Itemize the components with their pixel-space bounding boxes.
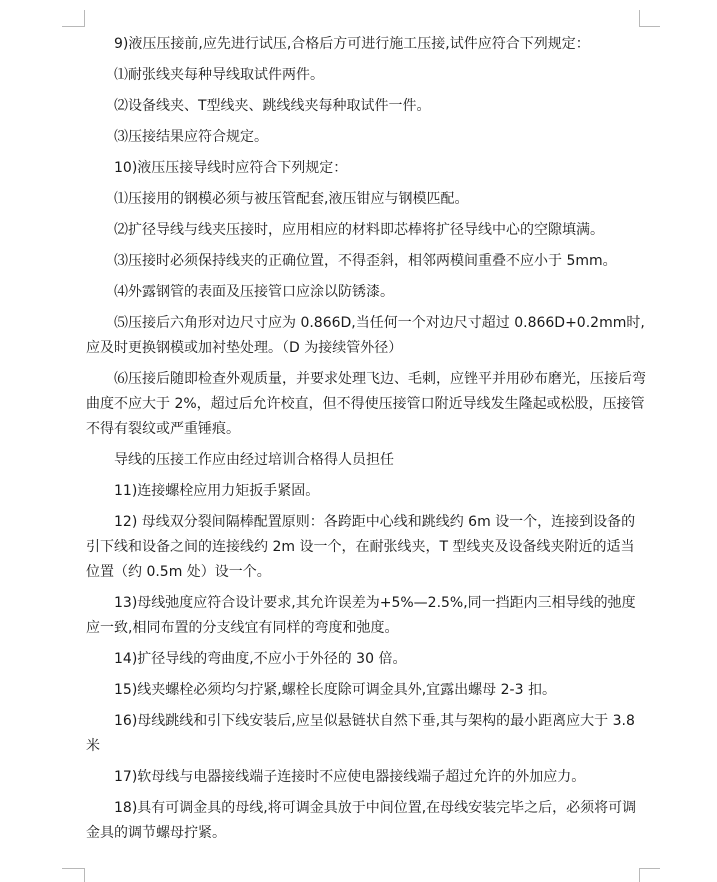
page-corner-bottom-left bbox=[62, 868, 85, 882]
paragraph-14: 14)扩径导线的弯曲度,不应小于外径的 30 倍。 bbox=[114, 651, 407, 667]
paragraph-12: 12) 母线双分裂间隔棒配置原则：各跨距中心线和跳线约 6m 设一个，连接到设备的引下线和设备之间的连接线约 2m 设一个，在耐张线夹，T 型线夹及设备线夹附近的适当位置（约 0.5m 处）设一个。 bbox=[86, 514, 636, 580]
paragraph-17: 17)软母线与电器接线端子连接时不应使电器接线端子超过允许的外加应力。 bbox=[114, 769, 586, 785]
paragraph-18: 18)具有可调金具的母线,将可调金具放于中间位置,在母线安装完毕之后，必须将可调金具的调节螺母拧紧。 bbox=[86, 800, 637, 841]
paragraph-10-3: ⑶压接时必须保持线夹的正确位置，不得歪斜，相邻两模间重叠不应小于 5mm。 bbox=[114, 253, 617, 269]
paragraph-10-4: ⑷外露钢管的表面及压接管口应涂以防锈漆。 bbox=[114, 284, 394, 300]
paragraph-10-2: ⑵扩径导线与线夹压接时，应用相应的材料即芯棒将扩径导线中心的空隙填满。 bbox=[114, 222, 604, 238]
paragraph-15: 15)线夹螺栓必须均匀拧紧,螺栓长度除可调金具外,宜露出螺母 2-3 扣。 bbox=[114, 682, 556, 698]
document-body bbox=[86, 32, 646, 852]
page-corner-top-left bbox=[62, 10, 85, 27]
paragraph-16: 16)母线跳线和引下线安装后,应呈似悬链状自然下垂,其与架构的最小距离应大于 3.8 米 bbox=[86, 713, 635, 754]
paragraph-9-1: ⑴耐张线夹每种导线取试件两件。 bbox=[114, 67, 324, 83]
paragraph-9-2: ⑵设备线夹、T型线夹、跳线线夹每种取试件一件。 bbox=[114, 98, 431, 114]
paragraph-crimping-staff: 导线的压接工作应由经过培训合格得人员担任 bbox=[114, 452, 394, 468]
paragraph-10-1: ⑴压接用的钢模必须与被压管配套,液压钳应与钢模匹配。 bbox=[114, 191, 469, 207]
paragraph-13: 13)母线弛度应符合设计要求,其允许误差为+5%—2.5%,同一挡距内三相导线的弛度应一致,相同布置的分支线宜有同样的弯度和弛度。 bbox=[86, 595, 636, 636]
page-corner-top-right bbox=[639, 10, 660, 27]
paragraph-10: 10)液压压接导线时应符合下列规定： bbox=[114, 160, 348, 176]
page-corner-bottom-right bbox=[639, 868, 660, 882]
paragraph-9: 9)液压压接前,应先进行试压,合格后方可进行施工压接,试件应符合下列规定： bbox=[114, 36, 590, 52]
paragraph-10-6: ⑹压接后随即检查外观质量，并要求处理飞边、毛刺，应锉平并用砂布磨光，压接后弯曲度不应大于 2%，超过后允许校直，但不得使压接管口附近导线发生隆起或松股，压接管不得有裂纹或严重锤痕。 bbox=[86, 371, 646, 437]
paragraph-10-5: ⑸压接后六角形对边尺寸应为 0.866D,当任何一个对边尺寸超过 0.866D+0.2mm时,应及时更换钢模或加衬垫处理。（D 为接续管外径） bbox=[86, 315, 645, 356]
paragraph-9-3: ⑶压接结果应符合规定。 bbox=[114, 129, 268, 145]
paragraph-11: 11)连接螺栓应用力矩扳手紧固。 bbox=[114, 483, 320, 499]
